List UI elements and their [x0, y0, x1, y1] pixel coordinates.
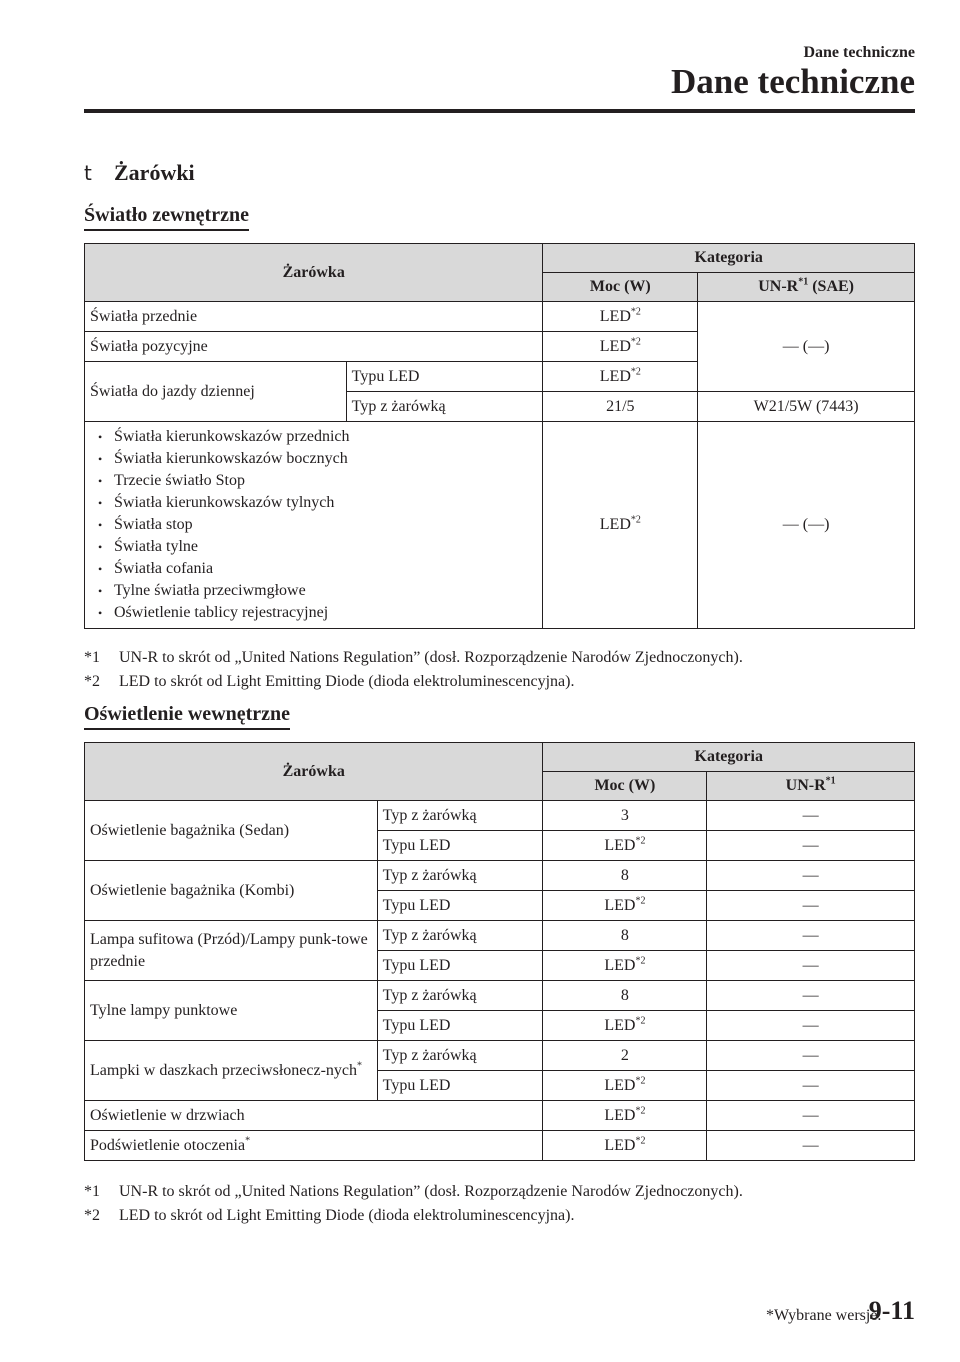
col-header-unr: $UN-R^{*1}$ (SAE): [698, 273, 915, 302]
type-cell: Typu LED: [377, 1071, 543, 1101]
power-cell: LED$^{*2}$: [543, 332, 698, 362]
table-row: [85, 861, 915, 891]
table-row: [85, 302, 915, 332]
footnote: *1 UN-R to skrót od „United Nations Regulation” (dosł. Rozporządzenie Narodów Zjednoczonych).: [84, 649, 743, 666]
type-cell: Typ z żarówką: [377, 861, 543, 891]
col-header-category: Kategoria: [543, 244, 915, 273]
col-header-bulb: Żarówka: [85, 244, 543, 302]
row-label: Lampki w daszkach przeciwsłonecz-nych*: [85, 1041, 378, 1101]
row-label: Tylne lampy punktowe: [85, 981, 378, 1041]
row-label: Oświetlenie w drzwiach: [85, 1101, 543, 1131]
unr-cell: W21/5W (7443): [698, 392, 915, 422]
footer-note: *Wybrane wersje.: [766, 1307, 882, 1324]
interior-bulbs-table: [84, 742, 915, 1161]
exterior-bulbs-table: [84, 243, 915, 629]
list-item: • Światła kierunkowskazów przednich: [98, 426, 537, 448]
unr-cell: —: [707, 861, 915, 891]
power-cell: LED$^{*2}$: [543, 302, 698, 332]
type-cell: Typu LED: [377, 831, 543, 861]
col-header-power: Moc (W): [543, 772, 707, 801]
type-cell: Typ z żarówką: [377, 1041, 543, 1071]
bulb-list: [90, 422, 537, 628]
col-header-unr: $UN-R^{*1}$: [707, 772, 915, 801]
row-label: Światła do jazdy dziennej: [85, 362, 347, 422]
running-header-title: Dane techniczne: [671, 62, 915, 101]
list-item: • Trzecie światło Stop: [98, 470, 537, 492]
unr-cell: —: [707, 1101, 915, 1131]
power-cell: 21/5: [543, 392, 698, 422]
col-header-category: Kategoria: [543, 743, 915, 772]
list-item: • Światła kierunkowskazów tylnych: [98, 492, 537, 514]
table-row: [85, 921, 915, 951]
col-header-bulb: Żarówka: [85, 743, 543, 801]
unr-cell: —: [707, 921, 915, 951]
row-label: Światła przednie: [85, 302, 543, 332]
row-label: Podświetlenie otoczenia*: [85, 1131, 543, 1161]
row-label: Światła pozycyjne: [85, 332, 543, 362]
unr-cell: — (—): [698, 422, 915, 629]
list-item: • Światła cofania: [98, 558, 537, 580]
page-number: 9-11: [868, 1296, 915, 1325]
type-cell: Typu LED: [346, 362, 543, 392]
table-row: [85, 422, 915, 629]
list-item: • Światła kierunkowskazów bocznych: [98, 448, 537, 470]
running-header-small: Dane techniczne: [803, 44, 915, 61]
power-cell: 8: [543, 981, 707, 1011]
footnote: *2 LED to skrót od Light Emitting Diode (dioda elektroluminescencyjna).: [84, 673, 575, 690]
unr-cell: — (—): [698, 302, 915, 392]
unr-cell: —: [707, 951, 915, 981]
power-cell: LED$^{*2}$: [543, 951, 707, 981]
list-item: • Światła tylne: [98, 536, 537, 558]
power-cell: 2: [543, 1041, 707, 1071]
type-cell: Typu LED: [377, 951, 543, 981]
type-cell: Typu LED: [377, 1011, 543, 1041]
unr-cell: —: [707, 891, 915, 921]
interior-footnotes: [84, 1180, 743, 1228]
list-item: • Światła stop: [98, 514, 537, 536]
type-cell: Typ z żarówką: [346, 392, 543, 422]
power-cell: LED$^{*2}$: [543, 362, 698, 392]
bullet-marker-icon: t: [84, 161, 92, 185]
type-cell: Typ z żarówką: [377, 801, 543, 831]
power-cell: LED$^{*2}$: [543, 422, 698, 629]
header-rule: [84, 109, 915, 113]
power-cell: 8: [543, 921, 707, 951]
table-row: [85, 1101, 915, 1131]
section-title-text: Żarówki: [114, 160, 195, 185]
type-cell: Typu LED: [377, 891, 543, 921]
power-cell: LED$^{*2}$: [543, 1071, 707, 1101]
row-label: Oświetlenie bagażnika (Kombi): [85, 861, 378, 921]
list-item: • Tylne światła przeciwmgłowe: [98, 580, 537, 602]
list-item: • Oświetlenie tablicy rejestracyjnej: [98, 602, 537, 624]
subsection-title-interior: Oświetlenie wewnętrzne: [84, 703, 290, 730]
subsection-title-exterior: Światło zewnętrzne: [84, 204, 249, 231]
type-cell: Typ z żarówką: [377, 921, 543, 951]
col-header-power: Moc (W): [543, 273, 698, 302]
footnote: *1 UN-R to skrót od „United Nations Regulation” (dosł. Rozporządzenie Narodów Zjednoczonych).: [84, 1183, 743, 1200]
unr-cell: —: [707, 981, 915, 1011]
bulb-list-cell: [85, 422, 543, 629]
table-row: [85, 1131, 915, 1161]
table-row: [85, 1041, 915, 1071]
unr-cell: —: [707, 1041, 915, 1071]
unr-cell: —: [707, 831, 915, 861]
power-cell: LED$^{*2}$: [543, 891, 707, 921]
row-label: Oświetlenie bagażnika (Sedan): [85, 801, 378, 861]
power-cell: 3: [543, 801, 707, 831]
unr-cell: —: [707, 1131, 915, 1161]
footnote: *2 LED to skrót od Light Emitting Diode (dioda elektroluminescencyjna).: [84, 1207, 575, 1224]
unr-cell: —: [707, 1071, 915, 1101]
unr-cell: —: [707, 801, 915, 831]
table-row: [85, 981, 915, 1011]
unr-cell: —: [707, 1011, 915, 1041]
power-cell: LED$^{*2}$: [543, 1131, 707, 1161]
section-title: [84, 160, 195, 186]
table-row: [85, 801, 915, 831]
power-cell: LED$^{*2}$: [543, 831, 707, 861]
power-cell: LED$^{*2}$: [543, 1011, 707, 1041]
type-cell: Typ z żarówką: [377, 981, 543, 1011]
row-label: Lampa sufitowa (Przód)/Lampy punk-towe przednie: [85, 921, 378, 981]
power-cell: LED$^{*2}$: [543, 1101, 707, 1131]
power-cell: 8: [543, 861, 707, 891]
exterior-footnotes: [84, 646, 743, 694]
